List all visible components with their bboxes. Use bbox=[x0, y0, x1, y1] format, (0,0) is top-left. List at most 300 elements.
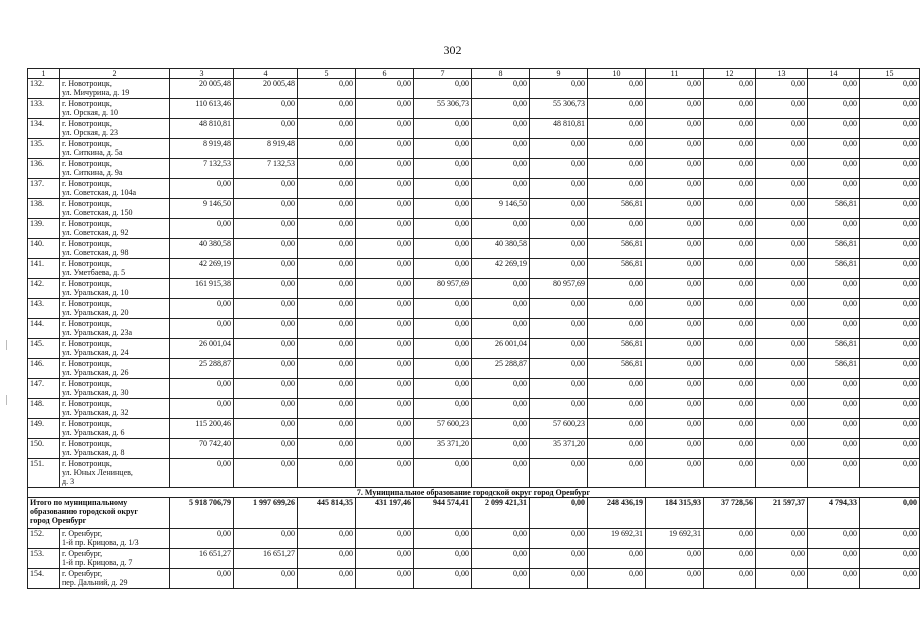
cell-value: 0,00 bbox=[808, 419, 860, 439]
cell-value: 0,00 bbox=[860, 379, 920, 399]
total-row bbox=[28, 498, 920, 529]
cell-value: 0,00 bbox=[356, 439, 414, 459]
cell-value: 0,00 bbox=[530, 159, 588, 179]
cell-value: 0,00 bbox=[860, 399, 920, 419]
table-row bbox=[28, 569, 920, 589]
row-address bbox=[60, 219, 170, 239]
address-line: ул. Уральская, д. 32 bbox=[62, 408, 129, 417]
total-value: 431 197,46 bbox=[356, 498, 414, 529]
cell-value: 0,00 bbox=[588, 569, 646, 589]
column-header: 2 bbox=[60, 69, 170, 79]
cell-value: 586,81 bbox=[808, 359, 860, 379]
row-address bbox=[60, 79, 170, 99]
table-row bbox=[28, 99, 920, 119]
cell-value: 0,00 bbox=[414, 259, 472, 279]
cell-value: 0,00 bbox=[704, 79, 756, 99]
cell-value: 0,00 bbox=[860, 119, 920, 139]
address-line: г. Новотроицк, bbox=[62, 339, 112, 348]
cell-value: 0,00 bbox=[704, 179, 756, 199]
address-line: г. Новотроицк, bbox=[62, 439, 112, 448]
cell-value: 586,81 bbox=[588, 259, 646, 279]
row-number: 137. bbox=[28, 179, 60, 199]
table-row bbox=[28, 239, 920, 259]
cell-value: 586,81 bbox=[808, 239, 860, 259]
cell-value: 0,00 bbox=[704, 299, 756, 319]
cell-value: 0,00 bbox=[414, 239, 472, 259]
cell-value: 586,81 bbox=[588, 359, 646, 379]
cell-value: 0,00 bbox=[704, 139, 756, 159]
cell-value: 0,00 bbox=[756, 319, 808, 339]
cell-value: 0,00 bbox=[588, 79, 646, 99]
total-label-line: Итого по муниципальному bbox=[30, 498, 128, 507]
table-row bbox=[28, 179, 920, 199]
cell-value: 0,00 bbox=[234, 419, 298, 439]
cell-value: 0,00 bbox=[414, 299, 472, 319]
cell-value: 586,81 bbox=[808, 339, 860, 359]
cell-value: 0,00 bbox=[472, 279, 530, 299]
cell-value: 0,00 bbox=[472, 219, 530, 239]
cell-value: 0,00 bbox=[170, 459, 234, 488]
address-line: ул. Юных Ленинцев, bbox=[62, 468, 133, 477]
address-line: ул. Уральская, д. 26 bbox=[62, 368, 129, 377]
total-value: 0,00 bbox=[860, 498, 920, 529]
row-number: 147. bbox=[28, 379, 60, 399]
column-header: 12 bbox=[704, 69, 756, 79]
cell-value: 0,00 bbox=[646, 279, 704, 299]
row-address bbox=[60, 279, 170, 299]
row-address bbox=[60, 319, 170, 339]
cell-value: 0,00 bbox=[414, 119, 472, 139]
cell-value: 0,00 bbox=[530, 569, 588, 589]
address-line: г. Новотроицк, bbox=[62, 219, 112, 228]
cell-value: 0,00 bbox=[704, 569, 756, 589]
cell-value: 0,00 bbox=[298, 219, 356, 239]
cell-value: 0,00 bbox=[860, 359, 920, 379]
cell-value: 0,00 bbox=[356, 569, 414, 589]
cell-value: 9 146,50 bbox=[170, 199, 234, 219]
cell-value: 0,00 bbox=[860, 299, 920, 319]
address-line: г. Новотроицк, bbox=[62, 179, 112, 188]
column-header: 6 bbox=[356, 69, 414, 79]
cell-value: 0,00 bbox=[530, 139, 588, 159]
cell-value: 0,00 bbox=[588, 549, 646, 569]
cell-value: 0,00 bbox=[472, 419, 530, 439]
row-address bbox=[60, 159, 170, 179]
address-line: ул. Мичурина, д. 19 bbox=[62, 88, 130, 97]
cell-value: 0,00 bbox=[298, 379, 356, 399]
cell-value: 0,00 bbox=[860, 179, 920, 199]
total-label bbox=[28, 498, 170, 529]
address-line: ул. Уральская, д. 6 bbox=[62, 428, 125, 437]
cell-value: 0,00 bbox=[808, 439, 860, 459]
row-address bbox=[60, 339, 170, 359]
cell-value: 0,00 bbox=[704, 339, 756, 359]
cell-value: 110 613,46 bbox=[170, 99, 234, 119]
cell-value: 0,00 bbox=[170, 569, 234, 589]
cell-value: 0,00 bbox=[704, 159, 756, 179]
address-line: г. Оренбург, bbox=[62, 549, 103, 558]
address-line: г. Оренбург, bbox=[62, 529, 103, 538]
address-line: ул. Уральская, д. 8 bbox=[62, 448, 125, 457]
cell-value: 0,00 bbox=[860, 99, 920, 119]
cell-value: 35 371,20 bbox=[414, 439, 472, 459]
cell-value: 0,00 bbox=[756, 239, 808, 259]
address-line: г. Новотроицк, bbox=[62, 159, 112, 168]
cell-value: 0,00 bbox=[646, 99, 704, 119]
cell-value: 0,00 bbox=[756, 99, 808, 119]
cell-value: 0,00 bbox=[646, 359, 704, 379]
cell-value: 0,00 bbox=[756, 139, 808, 159]
cell-value: 25 288,87 bbox=[170, 359, 234, 379]
row-number: 143. bbox=[28, 299, 60, 319]
cell-value: 0,00 bbox=[298, 119, 356, 139]
cell-value: 0,00 bbox=[234, 359, 298, 379]
cell-value: 0,00 bbox=[704, 419, 756, 439]
address-line: г. Новотроицк, bbox=[62, 79, 112, 88]
row-address bbox=[60, 119, 170, 139]
cell-value: 0,00 bbox=[472, 119, 530, 139]
table-row bbox=[28, 359, 920, 379]
cell-value: 16 651,27 bbox=[170, 549, 234, 569]
address-line: г. Новотроицк, bbox=[62, 359, 112, 368]
cell-value: 57 600,23 bbox=[530, 419, 588, 439]
address-line: ул. Советская, д. 92 bbox=[62, 228, 129, 237]
cell-value: 42 269,19 bbox=[170, 259, 234, 279]
cell-value: 0,00 bbox=[356, 199, 414, 219]
cell-value: 0,00 bbox=[356, 119, 414, 139]
cell-value: 0,00 bbox=[414, 339, 472, 359]
total-value: 37 728,56 bbox=[704, 498, 756, 529]
cell-value: 0,00 bbox=[860, 569, 920, 589]
cell-value: 0,00 bbox=[646, 159, 704, 179]
cell-value: 0,00 bbox=[808, 399, 860, 419]
cell-value: 0,00 bbox=[530, 259, 588, 279]
cell-value: 48 810,81 bbox=[170, 119, 234, 139]
cell-value: 0,00 bbox=[808, 319, 860, 339]
cell-value: 20 005,48 bbox=[234, 79, 298, 99]
cell-value: 0,00 bbox=[298, 159, 356, 179]
row-number: 133. bbox=[28, 99, 60, 119]
table-row bbox=[28, 459, 920, 488]
address-line: ул. Уральская, д. 24 bbox=[62, 348, 129, 357]
row-address bbox=[60, 529, 170, 549]
cell-value: 0,00 bbox=[170, 179, 234, 199]
cell-value: 0,00 bbox=[170, 529, 234, 549]
cell-value: 0,00 bbox=[234, 239, 298, 259]
cell-value: 0,00 bbox=[588, 139, 646, 159]
row-address bbox=[60, 379, 170, 399]
cell-value: 42 269,19 bbox=[472, 259, 530, 279]
address-line: г. Новотроицк, bbox=[62, 319, 112, 328]
row-address bbox=[60, 419, 170, 439]
cell-value: 0,00 bbox=[472, 99, 530, 119]
cell-value: 0,00 bbox=[530, 359, 588, 379]
cell-value: 0,00 bbox=[530, 199, 588, 219]
cell-value: 115 200,46 bbox=[170, 419, 234, 439]
row-number: 142. bbox=[28, 279, 60, 299]
row-number: 154. bbox=[28, 569, 60, 589]
cell-value: 0,00 bbox=[472, 179, 530, 199]
cell-value: 161 915,38 bbox=[170, 279, 234, 299]
row-number: 141. bbox=[28, 259, 60, 279]
cell-value: 0,00 bbox=[860, 339, 920, 359]
cell-value: 0,00 bbox=[298, 319, 356, 339]
row-address bbox=[60, 549, 170, 569]
cell-value: 0,00 bbox=[234, 399, 298, 419]
row-number: 139. bbox=[28, 219, 60, 239]
cell-value: 0,00 bbox=[860, 139, 920, 159]
cell-value: 0,00 bbox=[530, 339, 588, 359]
cell-value: 19 692,31 bbox=[588, 529, 646, 549]
cell-value: 0,00 bbox=[234, 99, 298, 119]
address-line: ул. Орская, д. 10 bbox=[62, 108, 119, 117]
cell-value: 0,00 bbox=[646, 199, 704, 219]
cell-value: 0,00 bbox=[414, 159, 472, 179]
cell-value: 0,00 bbox=[356, 99, 414, 119]
column-header: 11 bbox=[646, 69, 704, 79]
cell-value: 0,00 bbox=[356, 239, 414, 259]
cell-value: 0,00 bbox=[472, 569, 530, 589]
table-row bbox=[28, 279, 920, 299]
cell-value: 0,00 bbox=[530, 79, 588, 99]
cell-value: 0,00 bbox=[234, 279, 298, 299]
cell-value: 0,00 bbox=[704, 319, 756, 339]
cell-value: 0,00 bbox=[170, 379, 234, 399]
cell-value: 0,00 bbox=[704, 239, 756, 259]
cell-value: 0,00 bbox=[808, 179, 860, 199]
cell-value: 55 306,73 bbox=[414, 99, 472, 119]
cell-value: 0,00 bbox=[860, 529, 920, 549]
cell-value: 0,00 bbox=[234, 439, 298, 459]
cell-value: 0,00 bbox=[808, 379, 860, 399]
cell-value: 0,00 bbox=[756, 459, 808, 488]
cell-value: 0,00 bbox=[646, 569, 704, 589]
column-header: 5 bbox=[298, 69, 356, 79]
cell-value: 0,00 bbox=[588, 219, 646, 239]
address-line: г. Новотроицк, bbox=[62, 259, 112, 268]
total-value: 5 918 706,79 bbox=[170, 498, 234, 529]
address-line: ул. Уральская, д. 20 bbox=[62, 308, 129, 317]
cell-value: 0,00 bbox=[860, 419, 920, 439]
cell-value: 0,00 bbox=[646, 339, 704, 359]
cell-value: 0,00 bbox=[704, 529, 756, 549]
cell-value: 55 306,73 bbox=[530, 99, 588, 119]
cell-value: 0,00 bbox=[472, 459, 530, 488]
cell-value: 0,00 bbox=[356, 319, 414, 339]
cell-value: 0,00 bbox=[298, 99, 356, 119]
cell-value: 0,00 bbox=[756, 529, 808, 549]
cell-value: 0,00 bbox=[808, 219, 860, 239]
cell-value: 0,00 bbox=[756, 119, 808, 139]
address-line: г. Новотроицк, bbox=[62, 139, 112, 148]
address-line: ул. Ситкина, д. 9а bbox=[62, 168, 123, 177]
cell-value: 0,00 bbox=[588, 319, 646, 339]
cell-value: 0,00 bbox=[704, 379, 756, 399]
cell-value: 0,00 bbox=[756, 199, 808, 219]
cell-value: 0,00 bbox=[356, 339, 414, 359]
cell-value: 0,00 bbox=[298, 179, 356, 199]
cell-value: 8 919,48 bbox=[170, 139, 234, 159]
cell-value: 26 001,04 bbox=[170, 339, 234, 359]
cell-value: 0,00 bbox=[414, 359, 472, 379]
cell-value: 0,00 bbox=[356, 419, 414, 439]
cell-value: 0,00 bbox=[414, 379, 472, 399]
cell-value: 0,00 bbox=[472, 439, 530, 459]
cell-value: 26 001,04 bbox=[472, 339, 530, 359]
cell-value: 0,00 bbox=[704, 459, 756, 488]
row-address bbox=[60, 439, 170, 459]
cell-value: 70 742,40 bbox=[170, 439, 234, 459]
cell-value: 0,00 bbox=[472, 299, 530, 319]
cell-value: 0,00 bbox=[704, 549, 756, 569]
cell-value: 0,00 bbox=[808, 529, 860, 549]
cell-value: 0,00 bbox=[756, 159, 808, 179]
table-row bbox=[28, 399, 920, 419]
cell-value: 0,00 bbox=[704, 439, 756, 459]
cell-value: 0,00 bbox=[414, 529, 472, 549]
cell-value: 0,00 bbox=[530, 549, 588, 569]
total-value: 21 597,37 bbox=[756, 498, 808, 529]
total-value: 248 436,19 bbox=[588, 498, 646, 529]
cell-value: 0,00 bbox=[298, 299, 356, 319]
cell-value: 0,00 bbox=[646, 119, 704, 139]
cell-value: 40 380,58 bbox=[170, 239, 234, 259]
cell-value: 0,00 bbox=[472, 79, 530, 99]
cell-value: 0,00 bbox=[298, 569, 356, 589]
address-line: г. Новотроицк, bbox=[62, 239, 112, 248]
row-address bbox=[60, 239, 170, 259]
cell-value: 0,00 bbox=[756, 439, 808, 459]
cell-value: 0,00 bbox=[646, 299, 704, 319]
cell-value: 0,00 bbox=[704, 259, 756, 279]
cell-value: 0,00 bbox=[356, 159, 414, 179]
cell-value: 0,00 bbox=[298, 459, 356, 488]
address-line: ул. Советская, д. 98 bbox=[62, 248, 129, 257]
cell-value: 7 132,53 bbox=[170, 159, 234, 179]
cell-value: 0,00 bbox=[356, 139, 414, 159]
cell-value: 0,00 bbox=[704, 399, 756, 419]
address-line: г. Новотроицк, bbox=[62, 199, 112, 208]
cell-value: 0,00 bbox=[860, 319, 920, 339]
row-number: 135. bbox=[28, 139, 60, 159]
cell-value: 25 288,87 bbox=[472, 359, 530, 379]
cell-value: 0,00 bbox=[704, 199, 756, 219]
cell-value: 0,00 bbox=[756, 79, 808, 99]
cell-value: 0,00 bbox=[356, 259, 414, 279]
cell-value: 16 651,27 bbox=[234, 549, 298, 569]
cell-value: 0,00 bbox=[646, 239, 704, 259]
address-line: д. 3 bbox=[62, 477, 75, 486]
cell-value: 0,00 bbox=[808, 569, 860, 589]
cell-value: 0,00 bbox=[298, 359, 356, 379]
cell-value: 0,00 bbox=[234, 179, 298, 199]
cell-value: 0,00 bbox=[646, 179, 704, 199]
table-row bbox=[28, 339, 920, 359]
cell-value: 0,00 bbox=[860, 199, 920, 219]
address-line: г. Новотроицк, bbox=[62, 399, 112, 408]
cell-value: 0,00 bbox=[704, 99, 756, 119]
address-line: ул. Уметбаева, д. 5 bbox=[62, 268, 126, 277]
cell-value: 0,00 bbox=[756, 399, 808, 419]
cell-value: 0,00 bbox=[298, 199, 356, 219]
cell-value: 0,00 bbox=[860, 279, 920, 299]
cell-value: 0,00 bbox=[588, 419, 646, 439]
cell-value: 0,00 bbox=[530, 299, 588, 319]
row-address bbox=[60, 99, 170, 119]
address-line: ул. Уральская, д. 10 bbox=[62, 288, 129, 297]
cell-value: 0,00 bbox=[356, 179, 414, 199]
row-address bbox=[60, 139, 170, 159]
cell-value: 0,00 bbox=[234, 119, 298, 139]
cell-value: 0,00 bbox=[356, 549, 414, 569]
cell-value: 0,00 bbox=[646, 459, 704, 488]
cell-value: 0,00 bbox=[860, 219, 920, 239]
cell-value: 0,00 bbox=[298, 79, 356, 99]
cell-value: 0,00 bbox=[414, 139, 472, 159]
cell-value: 0,00 bbox=[472, 529, 530, 549]
cell-value: 0,00 bbox=[756, 179, 808, 199]
cell-value: 0,00 bbox=[860, 259, 920, 279]
cell-value: 0,00 bbox=[588, 119, 646, 139]
cell-value: 0,00 bbox=[756, 339, 808, 359]
cell-value: 0,00 bbox=[234, 529, 298, 549]
cell-value: 0,00 bbox=[808, 139, 860, 159]
table-row bbox=[28, 139, 920, 159]
table-row bbox=[28, 549, 920, 569]
section-title: 7. Муниципальное образование городской округ город Оренбург bbox=[28, 488, 920, 498]
cell-value: 0,00 bbox=[530, 179, 588, 199]
cell-value: 35 371,20 bbox=[530, 439, 588, 459]
row-number: 150. bbox=[28, 439, 60, 459]
cell-value: 0,00 bbox=[298, 279, 356, 299]
cell-value: 0,00 bbox=[298, 419, 356, 439]
cell-value: 0,00 bbox=[472, 319, 530, 339]
cell-value: 0,00 bbox=[414, 399, 472, 419]
row-number: 134. bbox=[28, 119, 60, 139]
cell-value: 0,00 bbox=[356, 379, 414, 399]
cell-value: 0,00 bbox=[860, 159, 920, 179]
cell-value: 0,00 bbox=[808, 99, 860, 119]
column-header: 9 bbox=[530, 69, 588, 79]
cell-value: 0,00 bbox=[808, 79, 860, 99]
table-row bbox=[28, 259, 920, 279]
cell-value: 0,00 bbox=[414, 179, 472, 199]
cell-value: 0,00 bbox=[756, 379, 808, 399]
cell-value: 0,00 bbox=[234, 569, 298, 589]
cell-value: 586,81 bbox=[588, 199, 646, 219]
cell-value: 0,00 bbox=[298, 529, 356, 549]
total-value: 2 099 421,31 bbox=[472, 498, 530, 529]
cell-value: 0,00 bbox=[646, 399, 704, 419]
cell-value: 0,00 bbox=[756, 259, 808, 279]
cell-value: 0,00 bbox=[588, 459, 646, 488]
total-value: 184 315,93 bbox=[646, 498, 704, 529]
cell-value: 0,00 bbox=[298, 239, 356, 259]
cell-value: 0,00 bbox=[588, 159, 646, 179]
column-header: 15 bbox=[860, 69, 920, 79]
table-row bbox=[28, 379, 920, 399]
cell-value: 0,00 bbox=[860, 239, 920, 259]
cell-value: 0,00 bbox=[646, 549, 704, 569]
cell-value: 0,00 bbox=[170, 319, 234, 339]
cell-value: 0,00 bbox=[530, 399, 588, 419]
section-header-row bbox=[28, 488, 920, 498]
cell-value: 0,00 bbox=[298, 339, 356, 359]
cell-value: 0,00 bbox=[646, 259, 704, 279]
cell-value: 0,00 bbox=[298, 139, 356, 159]
row-address bbox=[60, 199, 170, 219]
cell-value: 0,00 bbox=[170, 399, 234, 419]
